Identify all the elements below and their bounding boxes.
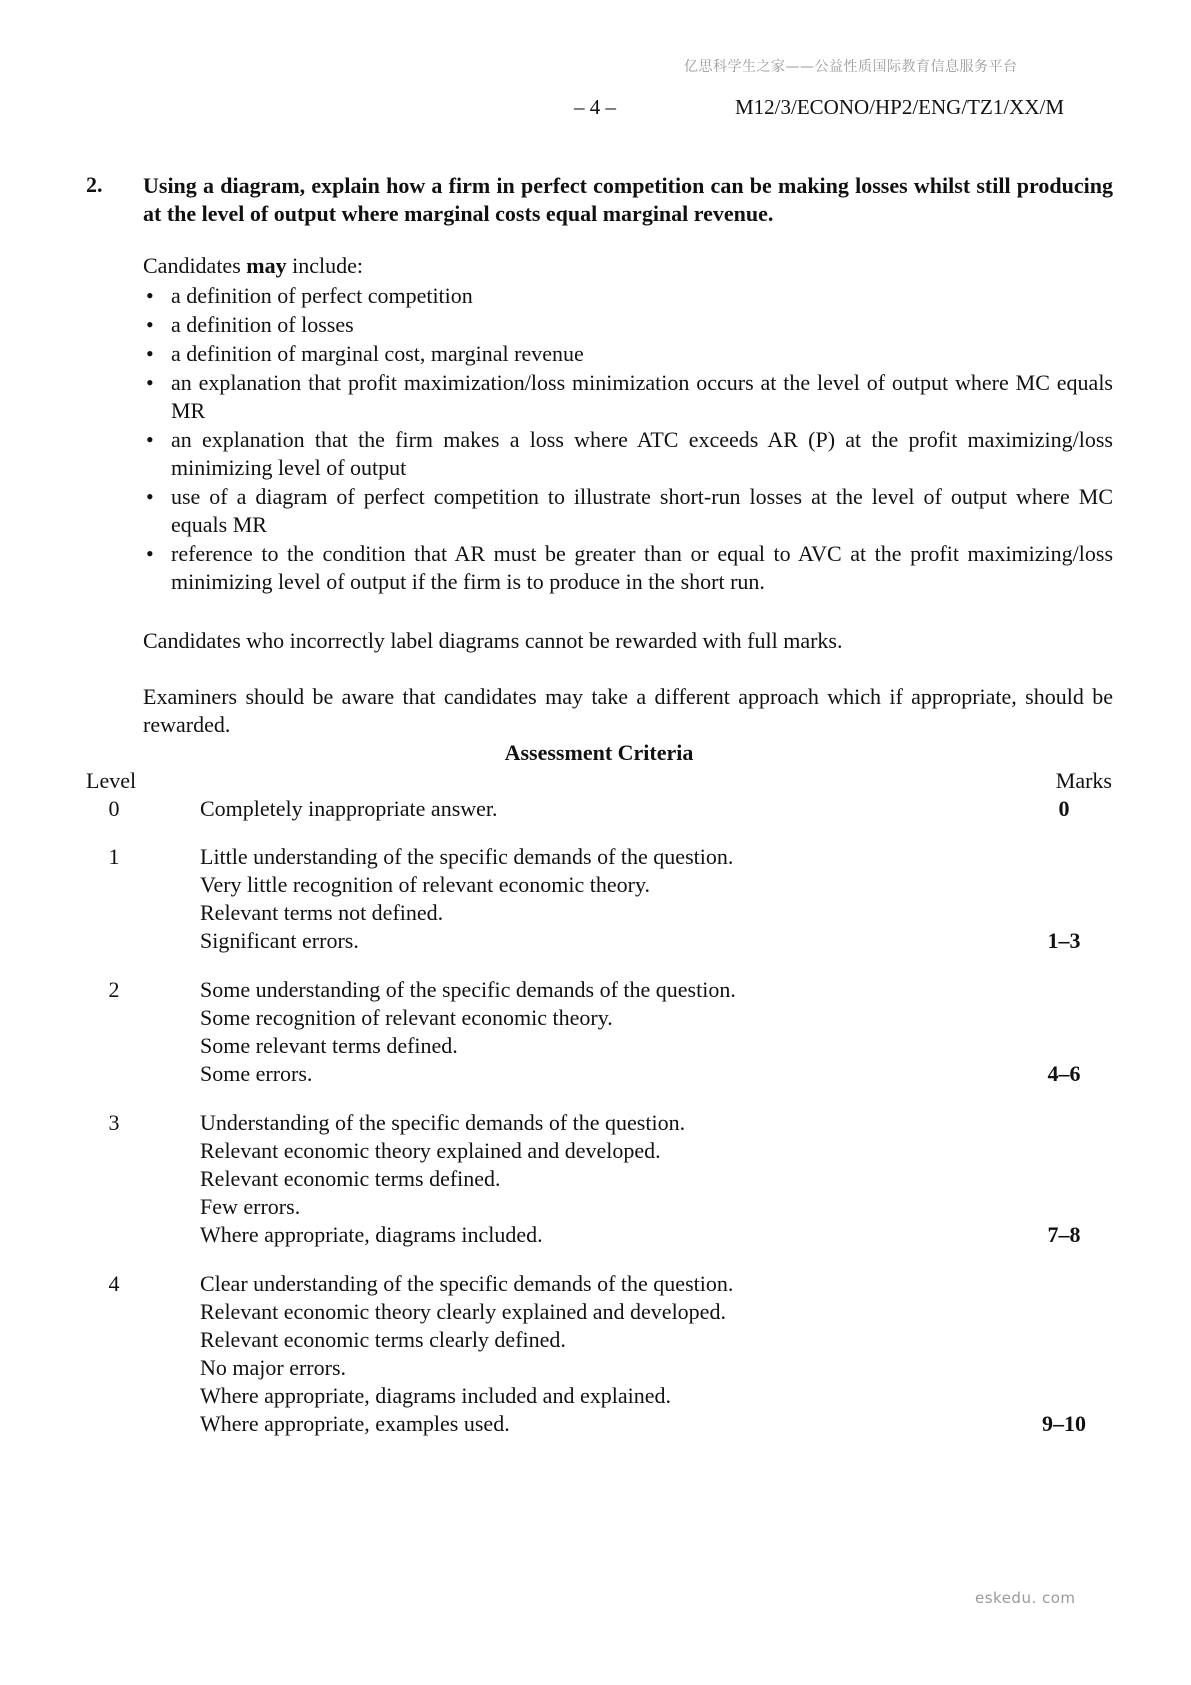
bullet-item: • use of a diagram of perfect competition to illustrate short-run losses at the level of output where MC equals MR <box>146 484 1113 537</box>
bullet-item: • an explanation that the firm makes a loss where ATC exceeds AR (P) at the profit maximizing/loss minimizing level of output <box>146 427 1113 480</box>
question-number: 2. <box>86 172 103 197</box>
bullet-dot: • <box>146 541 154 566</box>
intro-emphasis: may <box>246 253 287 278</box>
level-marks: 0 <box>1058 796 1070 821</box>
level-marks: 9–10 <box>1042 1411 1086 1436</box>
criteria-row-level-1 <box>86 843 1112 955</box>
level-description: Completely inappropriate answer. <box>200 796 498 821</box>
level-description: Some understanding of the specific demands of the question. Some recognition of relevant economic theory. Some relevant terms defined. Some errors. <box>200 977 736 1086</box>
level-description: Clear understanding of the specific demands of the question. Relevant economic theory clearly explained and developed. Relevant economic terms clearly defined. No major errors. Where appropriate, diagrams included and explained. Where appropriate, examples used. <box>200 1271 734 1436</box>
bullet-item: • a definition of losses <box>146 312 354 337</box>
level-description: Little understanding of the specific demands of the question. Very little recognition of relevant economic theory. Relevant terms not defined. Significant errors. <box>200 844 734 953</box>
level-header: Level <box>86 768 137 793</box>
bullet-item: • an explanation that profit maximization/loss minimization occurs at the level of output where MC equals MR <box>146 370 1113 423</box>
bullet-dot: • <box>146 370 154 395</box>
marks-header: Marks <box>1055 768 1112 793</box>
level-marks: 1–3 <box>1047 928 1081 953</box>
bullet-item: • reference to the condition that AR must be greater than or equal to AVC at the profit maximizing/loss minimizing level of output if the firm is to produce in the short run. <box>146 541 1113 594</box>
question-text: Using a diagram, explain how a firm in perfect competition can be making losses whilst still producing at the level of output where marginal costs equal marginal revenue. <box>143 173 1113 226</box>
bullet-dot: • <box>146 283 154 308</box>
watermark-bottom: eskedu. com <box>975 1589 1076 1607</box>
criteria-row-level-2 <box>86 976 1112 1088</box>
bullet-dot: • <box>146 341 154 366</box>
level-description: Understanding of the specific demands of the question. Relevant economic theory explained and developed. Relevant economic terms defined. Few errors. Where appropriate, diagrams included. <box>200 1110 686 1247</box>
intro-suffix: include: <box>286 253 363 278</box>
criteria-row-level-4 <box>86 1270 1112 1438</box>
bullet-dot: • <box>146 427 154 452</box>
level-number: 3 <box>108 1110 120 1135</box>
level-number: 1 <box>108 844 120 869</box>
level-number: 0 <box>108 796 120 821</box>
level-number: 2 <box>108 977 120 1002</box>
criteria-title: Assessment Criteria <box>504 740 694 765</box>
note-labels: Candidates who incorrectly label diagrams cannot be rewarded with full marks. <box>143 628 843 653</box>
candidates-intro <box>143 252 363 280</box>
bullet-list <box>143 282 1113 597</box>
criteria-row-level-0 <box>86 795 1112 825</box>
level-number: 4 <box>108 1271 120 1296</box>
level-marks: 7–8 <box>1047 1222 1081 1247</box>
page-number: – 4 – <box>574 95 616 119</box>
criteria-row-level-3 <box>86 1109 1112 1249</box>
watermark-top: 亿思科学生之家——公益性质国际教育信息服务平台 <box>684 59 1018 75</box>
bullet-item: • a definition of marginal cost, marginal revenue <box>146 341 584 366</box>
paper-code: M12/3/ECONO/HP2/ENG/TZ1/XX/M <box>735 95 1065 119</box>
bullet-dot: • <box>146 484 154 509</box>
bullet-item: • a definition of perfect competition <box>146 283 473 308</box>
bullet-dot: • <box>146 312 154 337</box>
note-examiners: Examiners should be aware that candidates may take a different approach which if appropriate, should be rewarded. <box>143 684 1113 737</box>
intro-prefix: Candidates <box>143 253 247 278</box>
level-marks: 4–6 <box>1047 1061 1081 1086</box>
